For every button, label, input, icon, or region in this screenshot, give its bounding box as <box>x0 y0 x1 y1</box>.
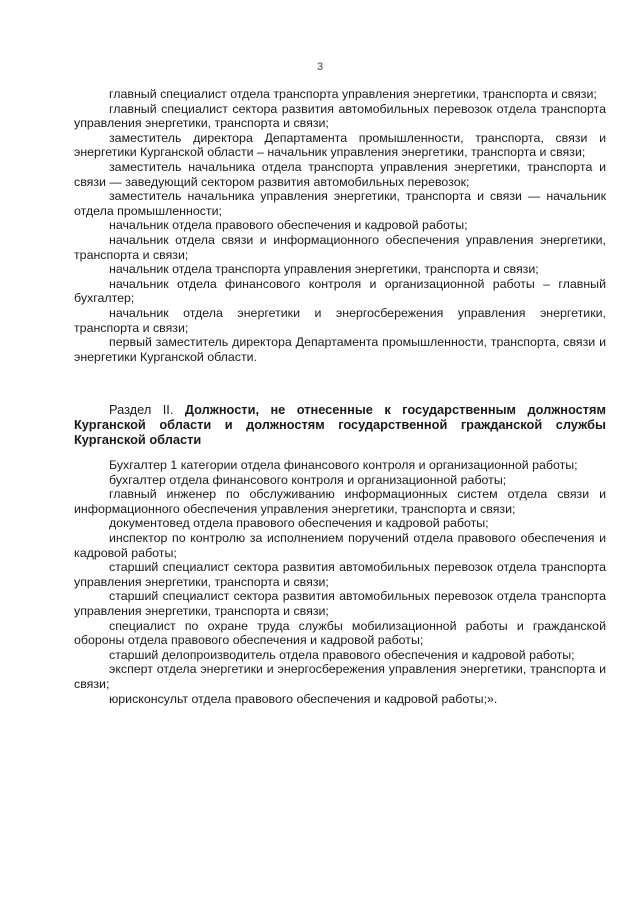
list-item: заместитель начальника отдела транспорта управления энергетики, транспорта и связи — заведующий сектором развития автомобильных перевозок; <box>74 159 606 189</box>
section1-position-list <box>74 87 606 364</box>
section2-title: Должности, не отнесенные к государственным должностям Курганской области и должностям государственной гражданской службы Курганской области <box>74 402 606 447</box>
list-item: специалист по охране труда службы мобилизационной работы и гражданской обороны отдела правового обеспечения и кадровой работы; <box>74 618 606 648</box>
list-item: старший специалист сектора развития автомобильных перевозок отдела транспорта управления энергетики, транспорта и связи; <box>74 560 606 589</box>
list-item: заместитель директора Департамента промышленности, транспорта, связи и энергетики Курганской области – начальник управления энергетики, транспорта и связи; <box>74 130 606 160</box>
page-number: 3 <box>316 61 324 73</box>
list-item: начальник отдела финансового контроля и организационной работы – главный бухгалтер; <box>74 276 606 306</box>
list-item: начальник отдела транспорта управления энергетики, транспорта и связи; <box>109 262 539 277</box>
list-item: документовед отдела правового обеспечения и кадровой работы; <box>109 516 489 531</box>
list-item: начальник отдела энергетики и энергосбережения управления энергетики, транспорта и связи; <box>74 305 606 335</box>
list-item: начальник отдела связи и информационного обеспечения управления энергетики, транспорта и связи; <box>74 232 606 262</box>
list-item: главный специалист отдела транспорта управления энергетики, транспорта и связи; <box>109 87 597 101</box>
list-item: начальник отдела правового обеспечения и кадровой работы; <box>109 218 468 233</box>
section2-label: Раздел II. <box>109 402 174 417</box>
list-item: инспектор по контролю за исполнением поручений отдела правового обеспечения и кадровой работы; <box>74 530 606 560</box>
section2-heading <box>74 402 606 447</box>
section2-position-list <box>74 458 606 706</box>
list-item: юрисконсульт отдела правового обеспечения и кадровой работы;». <box>109 691 498 706</box>
list-item: эксперт отдела энергетики и энергосбережения управления энергетики, транспорта и связи; <box>74 662 606 691</box>
list-item: бухгалтер отдела финансового контроля и организационной работы; <box>109 472 507 487</box>
list-item: первый заместитель директора Департамента промышленности, транспорта, связи и энергетики Курганской области. <box>74 335 606 364</box>
list-item: главный инженер по обслуживанию информационных систем отдела связи и информационного обеспечения управления энергетики, транспорта и связи; <box>74 487 606 516</box>
list-item: заместитель начальника управления энергетики, транспорта и связи — начальник отдела промышленности; <box>74 189 606 218</box>
list-item: старший специалист сектора развития автомобильных перевозок отдела транспорта управления энергетики, транспорта и связи; <box>74 589 606 618</box>
list-item: старший делопроизводитель отдела правового обеспечения и кадровой работы; <box>109 647 575 662</box>
list-item: главный специалист сектора развития автомобильных перевозок отдела транспорта управления энергетики, транспорта и связи; <box>74 101 606 131</box>
list-item: Бухгалтер 1 категории отдела финансового контроля и организационной работы; <box>109 458 578 472</box>
